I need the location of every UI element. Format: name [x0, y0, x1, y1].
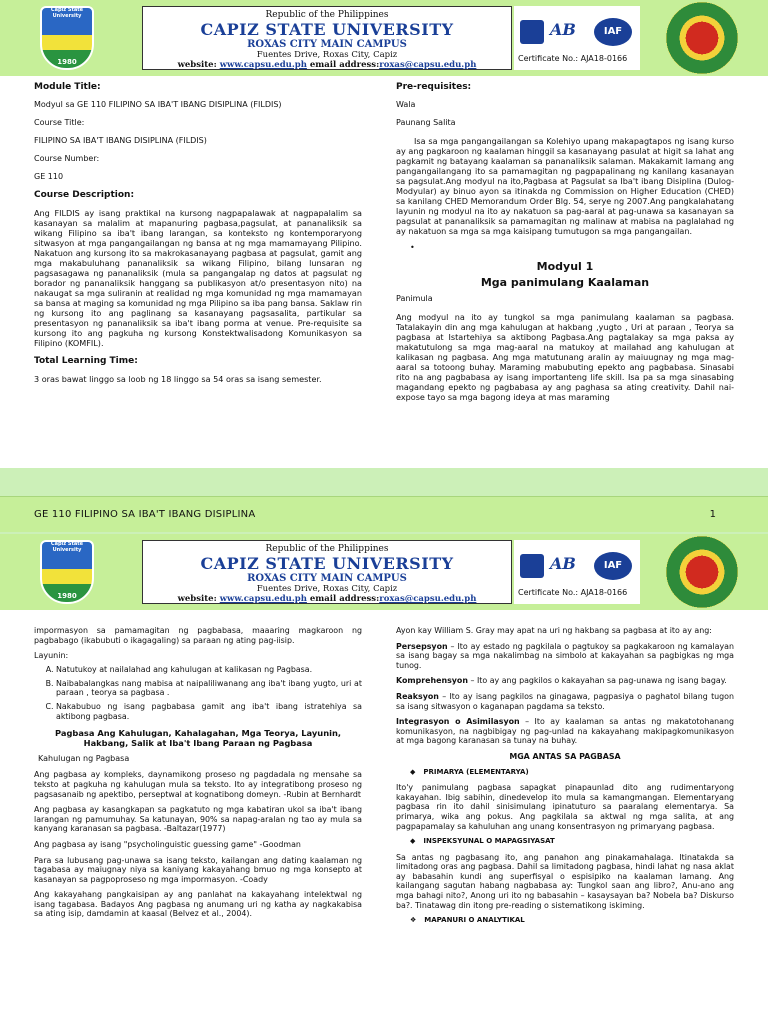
gray-intro: Ayon kay William S. Gray may apat na uri ng hakbang sa pagbasa at ito ay ang:	[396, 626, 712, 635]
course-number: GE 110	[34, 172, 64, 181]
left-column	[34, 82, 362, 390]
layunin-label: Layunin:	[34, 651, 69, 661]
ab-badge-icon: AB	[550, 554, 576, 573]
modyul-subtitle: Mga panimulang Kaalaman	[480, 276, 650, 289]
email-link[interactable]: roxas@capsu.edu.ph	[379, 60, 477, 70]
layunin-list	[56, 665, 362, 721]
layunin-item: C. Nakabubuo ng isang pagbabasa gamit ang iba't ibang istratehiya sa aktibong pagbasa.	[56, 702, 362, 721]
total-learning-time: 3 oras bawat linggo sa loob ng 18 linggo sa 54 oras sa isang semester.	[34, 374, 322, 384]
page-footer	[0, 496, 768, 532]
left-intro: impormasyon sa pamamagitan ng pagbabasa, maaaring magkaroon ng pagbabago (ikabubuti o ikagagaling) sa paraan ng ating pag-iisip.	[34, 626, 362, 645]
step-reaksyon	[396, 692, 734, 711]
aja-badge-icon	[520, 20, 544, 44]
four-diamond-bullet-icon: ❖	[410, 916, 417, 925]
step-text: – Ito ay isang pagkilos na ginagawa, pagpasiya o paghatol bilang tugon sa isang sitwasyon o kaganapan pagdama sa teksto.	[396, 691, 734, 711]
primarya-label: PRIMARYA (ELEMENTARYA)	[423, 767, 529, 776]
page2-right-column	[396, 626, 734, 932]
logo-university-name: Capiz State University	[50, 541, 84, 553]
quote-coady: Para sa lubusang pag-unawa sa isang teksto, kailangan ang dating kaalaman ng tagabasa ay maiugnay niya sa kaniyang kakayahang bmuo ng mga konsepto at kasanayan sa pagpoproseso ng mga impormasyon. -Coady	[34, 855, 362, 884]
certification-logos	[514, 540, 640, 604]
quote-goodman: Ang pagbasa ay isang "psycholinguistic guessing game" -Goodman	[34, 839, 301, 849]
step-integrasyon	[396, 717, 734, 746]
logo-year: 1980	[57, 592, 77, 600]
antas-title: MGA ANTAS SA PAGBASA	[509, 751, 621, 761]
email-label: email address:	[306, 60, 380, 70]
prereq-label: Pre-requisites:	[396, 82, 472, 92]
course-number-label: Course Number:	[34, 154, 100, 163]
aja-badge-icon	[520, 554, 544, 578]
university-name: CAPIZ STATE UNIVERSITY	[200, 554, 454, 573]
modyul-title: Modyul 1	[536, 260, 594, 273]
intro-label: Paunang Salita	[396, 118, 456, 127]
step-term: Komprehensyon	[396, 676, 468, 686]
step-text: – Ito ay ang pagkilos o kakayahan sa pag-unawa ng isang bagay.	[467, 676, 727, 686]
step-text: – Ito ay kaalaman sa antas ng makatotohanang komunikasyon, na nagbibigay ng pag-unlad na kakayahang makipagkomunikasyon at mga bagong karanasan sa tunay na buhay.	[396, 717, 735, 746]
mapanuri-heading	[410, 916, 734, 926]
step-komprehensyon	[396, 676, 734, 686]
course-description: Ang FILDIS ay isang praktikal na kursong nagpapalawak at nagpapalalim sa kasanayan sa malalim at mapanuring pagbasa,pagsulat, at pananaliksik sa wikang Filipino sa iba't ibang larangan, sa konteksto ng kontemporaryong sitwasyon at mga pangangailangan ng bansa at ng mga mamamayang Pilipino. Nakatuon ang kursong ito sa makrokasanayang pagbasa at pagsulat, gamit ang mga makabuluhang pananaliksik sa wikang Filipino, bilang lunsaran ng pagsasagawa ng pananaliksik (mula sa pangangalap ng datos at pagsulat ng borador ng pananaliksik hanggang sa publikasyon at/o presentasyon nito) na nakaugat sa mga suliranin at realidad ng mga komunidad ng mga mamamayan sa bansa at maging sa komunidad ng mga Pilipino sa iba pang bansa. Saklaw rin ng kursong ito ang paglinang sa kasanayang pagsasalita, partikular sa presentasyon ng pananaliksik sa iba't ibang porma at venue. Pre-requisite sa kursong ito ang pagkuha ng kursong Konstektwalisadong Komunikasyon sa Filipino (KOMFIL).	[34, 208, 362, 348]
inspeksyunal-text: Sa antas ng pagbasang ito, ang panahon ang pinakamahalaga. Itinatakda sa limitadong oras ang pagbasa. Dahil sa limitadong pagbasa, hindi lahat ng nasa aklat ay babasahin kundi ang superfisyal o espisipiko na kaalaman lamang. Ang kailangang sagutan habang nagbabasa ay: Tungkol saan ang libro?, Anu-ano ang mga bahagi nito?, Anong uri ito ng babasahin – kasaysayan ba? Nobela ba? Diskurso ba?. Tinatawag din itong pre-reading o sistematikong iskiming.	[396, 852, 734, 910]
republic-text: Republic of the Philippines	[265, 544, 389, 554]
university-header	[0, 0, 768, 76]
website-label: website:	[177, 60, 220, 70]
contact-line	[143, 594, 511, 604]
primarya-text: Ito'y panimulang pagbasa sapagkat pinapaunlad dito ang rudimentaryong kakayahan. Ibig sabihin, dinedevelop ito mula sa kamangmangan. Elementaryang pagbasa rin ito dahil sinisimulang ipinatuturo sa paaralang elementarya. Sa primarya, wika ang pokus. Ang pagkilala sa aktwal ng mga salita, at ang pagpapamalay sa kahuluhan ang unang konsentrasyon ng primaryang pagbasa.	[396, 783, 734, 831]
logo-university-name: Capiz State University	[50, 7, 84, 19]
diamond-bullet-icon: ◆	[410, 767, 416, 776]
email-link[interactable]: roxas@capsu.edu.ph	[379, 594, 477, 604]
step-text: – Ito ay estado ng pagkilala o pagtukoy sa pagkakaroon ng kamalayan sa isang bagay sa mga nakalimbag na simbolo at kakayahan sa pagbigkas ng mga tunog.	[396, 641, 734, 670]
mapanuri-label: MAPANURI O ANALYTIKAL	[424, 916, 525, 925]
layunin-item: B. Naibabalangkas nang mabisa at naipaliliwanang ang iba't ibang yugto, uri at paraan , teorya sa pagbasa .	[56, 679, 362, 698]
page-number: 1	[709, 509, 716, 520]
certificate-number: Certificate No.: AJA18-0166	[518, 54, 628, 63]
address: Fuentes Drive, Roxas City, Capiz	[256, 50, 398, 60]
inspeksyunal-heading	[410, 837, 734, 847]
website-link[interactable]: www.capsu.edu.ph	[219, 594, 307, 604]
kahulugan-label: Kahulugan ng Pagbasa	[38, 754, 130, 764]
university-name: CAPIZ STATE UNIVERSITY	[200, 20, 454, 39]
logo-year: 1980	[57, 58, 77, 66]
course-description-label: Course Description:	[34, 190, 135, 200]
quote-baltazar: Ang pagbasa ay kasangkapan sa pagkatuto ng mga kabatiran ukol sa iba't ibang larangan ng pamumuhay. Sa katunayan, 90% sa napag-aralan ng tao ay mula sa kanyang karanasan sa pagbasa. -Baltazar(1977)	[34, 805, 362, 834]
step-term: Persepsyon	[396, 641, 448, 651]
email-label: email address:	[306, 594, 380, 604]
bullet: •	[410, 242, 415, 252]
panimula-label: Panimula	[396, 294, 433, 303]
course-title: FILIPINO SA IBA'T IBANG DISIPLINA (FILDIS)	[34, 136, 207, 145]
step-term: Reaksyon	[396, 691, 439, 701]
certification-logos	[514, 6, 640, 70]
inspeksyunal-label: INSPEKSYUNAL O MAPAGSIYASAT	[423, 837, 555, 846]
university-shield-logo	[40, 540, 94, 604]
section-title: Pagbasa Ang Kahulugan, Kahalagahan, Mga Teorya, Layunin, Hakbang, Salik at Iba't Ibang Paraan ng Pagbasa	[54, 728, 342, 748]
step-term: Integrasyon o Asimilasyon	[396, 717, 520, 727]
republic-text: Republic of the Philippines	[265, 10, 389, 20]
ab-badge-icon: AB	[550, 20, 576, 39]
module-title-label: Module Title:	[34, 82, 101, 92]
module-title: Modyul sa GE 110 FILIPINO SA IBA'T IBANG DISIPLINA (FILDIS)	[34, 100, 282, 109]
intro-text: Isa sa mga pangangailangan sa Kolehiyo upang makapagtapos ng isang kurso ay ang pagkaroon ng kaalaman hinggil sa kasanayang pasulat at higit sa lahat ang pagkamit ng batayang kaalaman sa pananaliksik salaman. Makakamit lamang ang pangangailangang ito sa pamamagitan ng pagpapalinang ng kanilang kasanayan sa pagsulat.Ang modyul na ito,Pagbasa at Pagsulat sa Iba't ibang Disiplina (Dulog-Modyular) ay binuo ayon sa itinakda ng Commission on Higher Education (CHED) sa kanilang CHED Memorandum Order Blg. 54, serye ng 2007.Ang pangkalahatang layunin ng modyul na ito ay nakatuon sa pag-aaral at pag-unawa sa kasanayan sa pagsulat at pananaliksik sa pamamagitan ng malinaw at mabisa na paglalahad ng ay nakatuon sa mga sa mga kaisipang tumutugon sa mga pangangailan.	[396, 136, 734, 236]
university-seal-logo	[666, 536, 738, 608]
footer-title: GE 110 FILIPINO SA IBA'T IBANG DISIPLINA	[34, 509, 256, 520]
contact-line	[143, 60, 511, 70]
website-label: website:	[177, 594, 220, 604]
campus-name: ROXAS CITY MAIN CAMPUS	[247, 39, 407, 50]
prereq-value: Wala	[396, 100, 416, 109]
layunin-item: A. Natutukoy at nailalahad ang kahulugan at kalikasan ng Pagbasa.	[56, 665, 362, 675]
panimula-text: Ang modyul na ito ay tungkol sa mga panimulang kaalaman sa pagbasa. Tatalakayin din ang mga kahulugan at hakbang ,yugto , Uri at paraan , Teorya sa pagbasa at Istartehiya sa aktibong Pagbasa.Ang pagtalakay sa mga paksa ay makatutulong sa mga mag-aaral na matukoy at mailahad ang kahulugan at kalikasan ng pagbasa. Ang mga matutunang aralin ay maiuugnay ng mga mag-aaral sa totoong buhay. Maraming mabubuting epekto ang pagbabasa. Sinasabi rito na ang pagbabasa ay isang importanteng life skill. Isa pa sa mga sinasabing magandang epekto ng pagbabasa ay ang paghasa sa ating creativity. Dahil nai-expose tayo sa mga bagong ideya at mas maraming	[396, 312, 734, 402]
campus-name: ROXAS CITY MAIN CAMPUS	[247, 573, 407, 584]
quote-rubin: Ang pagbasa ay kompleks, daynamikong proseso ng pagdadala ng mensahe sa teksto at pagkuha ng kahulugan mula sa teksto. Ito ay integratibong proseso ng pagsasanaib ng apektibo, perseptwal at kognatibong domeyn. -Rubin at Bernhardt	[34, 770, 362, 799]
university-banner	[142, 540, 512, 604]
course-title-label: Course Title:	[34, 118, 85, 127]
total-learning-time-label: Total Learning Time:	[34, 356, 138, 366]
primarya-heading	[410, 768, 734, 778]
page2-left-column	[34, 626, 362, 925]
certificate-number: Certificate No.: AJA18-0166	[518, 588, 628, 597]
step-persepsyon	[396, 642, 734, 671]
address: Fuentes Drive, Roxas City, Capiz	[256, 584, 398, 594]
iaf-badge-icon: IAF	[594, 18, 632, 46]
university-banner	[142, 6, 512, 70]
university-header-page-2	[0, 534, 768, 610]
quote-belvez: Ang kakayahang pangkaisipan ay ang panlahat na kakayahang intelektwal ng isang tagabasa. Badayos Ang pagbasa ng anumang uri ng katha ay nagkakabisa sa ating isip, damdamin at kaasal (Belvez et al., 2004).	[34, 890, 362, 919]
university-seal-logo	[666, 2, 738, 74]
website-link[interactable]: www.capsu.edu.ph	[219, 60, 307, 70]
diamond-bullet-icon: ◆	[410, 837, 416, 846]
right-column	[396, 82, 734, 408]
university-shield-logo	[40, 6, 94, 70]
iaf-badge-icon: IAF	[594, 552, 632, 580]
